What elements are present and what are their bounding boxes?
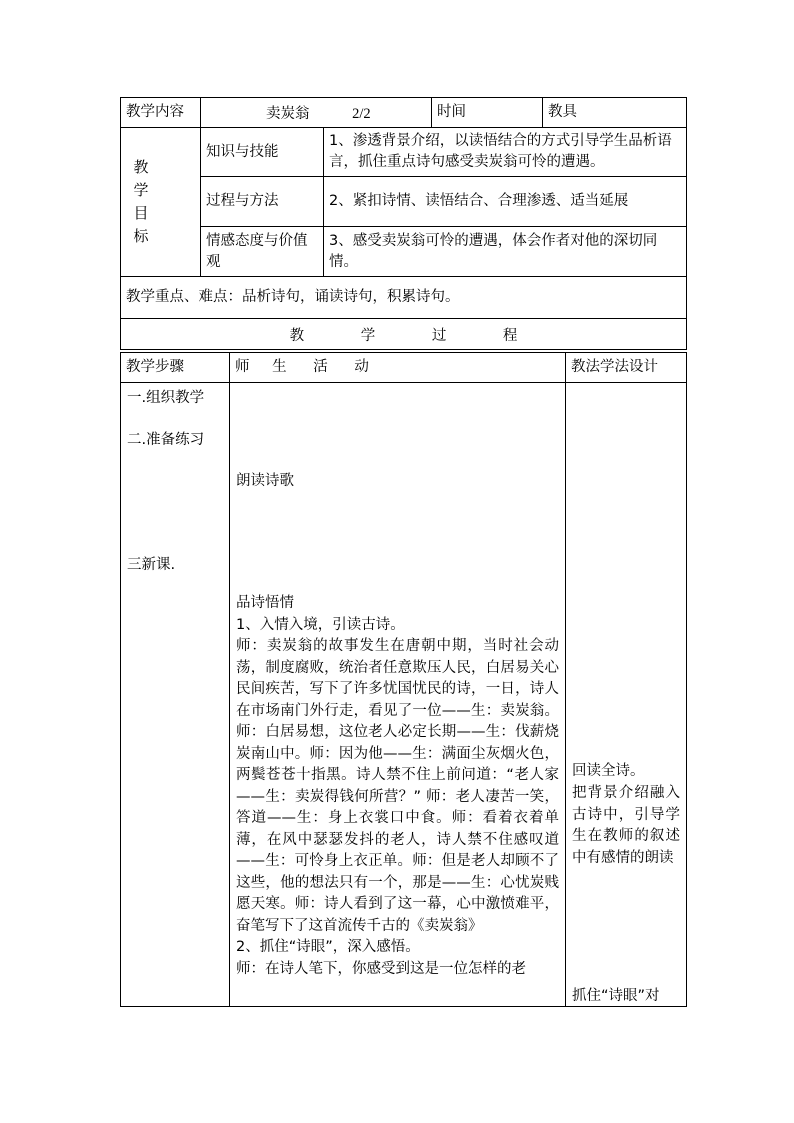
objective-label: 知识与技能 [201,128,324,177]
activity-sub2: 2、抓住“诗眼”，深入感悟。 [236,939,420,955]
content-label: 教学内容 [126,104,184,120]
activity-para1: 师：卖炭翁的故事发生在唐朝中期，当时社会动荡，制度腐败，统治者任意欺压人民，白居易关心民间疾苦，写下了许多忧国忧民的诗，一日，诗人在市场南门外行走，看见了一位——生：卖炭翁。师：白居易想，这位老人必定长期——生：伐薪烧炭南山中。师：因为他——生：满面尘灰烟火色，两鬓苍苍十指黑。诗人禁不住上前问道：“老人家——生：卖炭得钱何所营？” 师：老人凄苦一笑，答道——生：身上衣裳口中食。师：看着衣着单薄，在风中瑟瑟发抖的老人，诗人禁不住感叹道——生：可怜身上衣正单。师：但是老人却顾不了这些，他的想法只有一个，那是——生：心忧炭贱愿天寒。师：诗人看到了这一幕，心中激愤难平，奋笔写下了这首流传千古的《卖炭翁》 [236,638,559,934]
process-title: 教 学 过 程 [121,319,687,350]
lesson-title: 卖炭翁 [266,106,310,122]
lesson-part: 2/2 [352,106,371,122]
activity-main-text [236,593,559,980]
lesson-title-cell [201,98,432,128]
design-note-background: 把背景介绍融入古诗中，引导学生在教师的叙述中有感情的朗读 [572,785,680,866]
key-points: 教学重点、难点：品析诗句，诵读诗句，积累诗句。 [121,277,687,319]
objective-text: 2、紧扣诗情、读悟结合、合理渗透、适当延展 [324,177,687,227]
objective-label: 情感态度与价值观 [201,227,324,277]
design-note-review: 回读全诗。 [572,763,645,779]
content-label-cell [121,98,201,128]
read-poem: 朗读诗歌 [236,473,294,489]
col-activity-header: 师 生 活 动 [230,353,566,383]
design-note-poem-eye: 抓住“诗眼”对 [572,988,660,1004]
steps-column [121,383,230,1007]
objective-text: 1、渗透背景介绍，以读悟结合的方式引导学生品析语言，抓住重点诗句感受卖炭翁可怜的遭遇。 [324,128,687,177]
design-column [566,383,687,1007]
activity-heading: 品诗悟情 [236,595,294,611]
activity-para2: 师：在诗人笔下，你感受到这是一位怎样的老 [236,960,526,977]
lesson-header-table [120,97,687,350]
col-steps-header: 教学步骤 [121,353,230,383]
time-label: 时间 [437,104,467,120]
teaching-process-table [120,352,687,1007]
tools-label: 教具 [548,104,578,120]
objectives-side-title: 教 学 目 标 [121,128,201,277]
time-label-cell [432,98,543,128]
tools-label-cell [543,98,687,128]
activity-sub1: 1、入情入境，引读古诗。 [236,616,405,633]
objective-text: 3、感受卖炭翁可怜的遭遇，体会作者对他的深切同情。 [324,227,687,277]
step-new-lesson: 三新课. [127,557,176,573]
activity-column [230,383,566,1007]
step-organize: 一.组织教学 [127,390,205,406]
step-prepare: 二.准备练习 [127,432,205,448]
col-design-header: 教法学法设计 [566,353,687,383]
objective-label: 过程与方法 [201,177,324,227]
